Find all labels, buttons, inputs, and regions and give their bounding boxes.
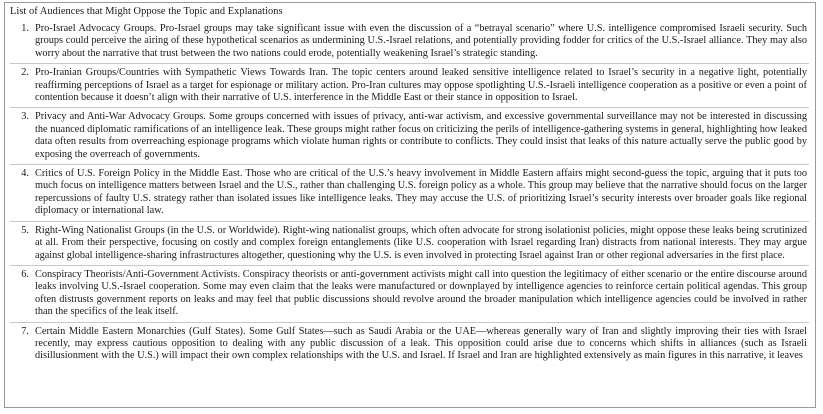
list-item-number: 2. — [21, 67, 29, 79]
list-item-text: Pro-Iranian Groups/Countries with Sympathetic Views Towards Iran. The topic centers around leaked sensitive intelligence related to Israel’s security in a negative light, potentially reaffirming perceptions of Israel as a target for espionage or military action. Pro-Iran cultures may oppose spotlighting U.S.-Israeli intelligence cooperation as a positive or even a point of contention because it doesn’t align with their narrative of U.S. interference in the Middle East or their stance in opposition to Israel. — [35, 67, 807, 104]
document-frame — [4, 2, 816, 408]
list-item-text: Pro-Israel Advocacy Groups. Pro-Israel groups may take significant issue with even the discussion of a “betrayal scenario” where U.S. intelligence compromised Israeli security. Such groups could perceive the airing of these hypothetical scenarios as undermining U.S.-Israel relations, and potentially providing fodder for critics of the U.S.-Israel alliance. They may also worry about the narrative that trust between the two nations could erode, potentially weakening Israel’s strategic standing. — [35, 23, 807, 59]
list-item-number: 5. — [21, 224, 29, 236]
list-item-text: Critics of U.S. Foreign Policy in the Middle East. Those who are critical of the U.S.’s heavy involvement in Middle Eastern affairs might second-guess the topic, arguing that it puts too much focus on intelligence matters between Israel and the U.S., rather than challenging U.S. foreign policy as a whole. This group may believe that the narrative should focus on the larger repercussions of faulty U.S. strategy rather than isolated issues like intelligence leaks. They may accuse the U.S. of prioritizing Israel’s security interests over broader goals like regional diplomacy or international law. — [35, 168, 807, 217]
list-item — [10, 20, 809, 64]
list-item — [10, 266, 809, 323]
list-item-number: 3. — [21, 111, 29, 123]
list-item-text: Privacy and Anti-War Advocacy Groups. Some groups concerned with issues of privacy, anti-war activism, and excessive governmental surveillance may not be interested in discussing the nuanced diplomatic ramifications of an intelligence leak. These groups might rather focus on criticizing the perils of intelligence-gathering systems in general, highlighting how leaked data often results from overreaching espionage programs which violate human rights or contribute to conflicts. They could insist that leaks of this nature actually serve the public good by exposing the overreach of governments. — [35, 111, 807, 160]
list-item-number: 1. — [21, 23, 29, 34]
list-item — [10, 64, 809, 108]
list-item-number: 4. — [21, 168, 29, 180]
list-item — [10, 323, 809, 366]
audience-list — [10, 20, 809, 366]
list-item — [10, 165, 809, 222]
list-item — [10, 222, 809, 266]
list-item-number: 7. — [21, 325, 29, 337]
document-title: List of Audiences that Might Oppose the Topic and Explanations — [10, 6, 283, 17]
list-item-text: Right-Wing Nationalist Groups (in the U.S. or Worldwide). Right-wing nationalist groups, which often advocate for strong isolationist policies, might oppose these leaks being scrutinized at all. From their perspective, focusing on costly and complex foreign entanglements (like U.S. cooperation with Israel regarding Iran) distracts from national interests. They may argue against global intelligence-sharing infrastructures altogether, questioning why the U.S. is even involved in protecting Israel against Iran or other regional adversaries in the first place. — [35, 224, 807, 261]
list-item-text: Conspiracy Theorists/Anti-Government Activists. Conspiracy theorists or anti-government activists might call into question the legitimacy of either scenario or the entire discourse around leaks involving U.S.-Israel cooperation. Some may even claim that the leaks were manufactured or downplayed by intelligence agencies to reinforce certain political agendas. This group often distrusts government reports on leaks and may feel that public discussions should revolve around the broader manipulation which intelligence agencies could be involved in rather than the specifics of the leak itself. — [35, 268, 807, 318]
list-item-text: Certain Middle Eastern Monarchies (Gulf States). Some Gulf States—such as Saudi Arabia or the UAE—whereas generally wary of Iran and slightly improving their ties with Israel recently, may express cautious opposition to dealing with any public discussion of a leak. This opposition could arise due to concerns which shifts in alliances (such as Israeli disillusionment with the U.S.) will impact their own complex relationships with the U.S. and Israel. If Israel and Iran are highlighted extensively as main figures in this narrative, it leaves — [35, 325, 807, 362]
list-item-number: 6. — [21, 268, 29, 280]
list-item — [10, 108, 809, 165]
